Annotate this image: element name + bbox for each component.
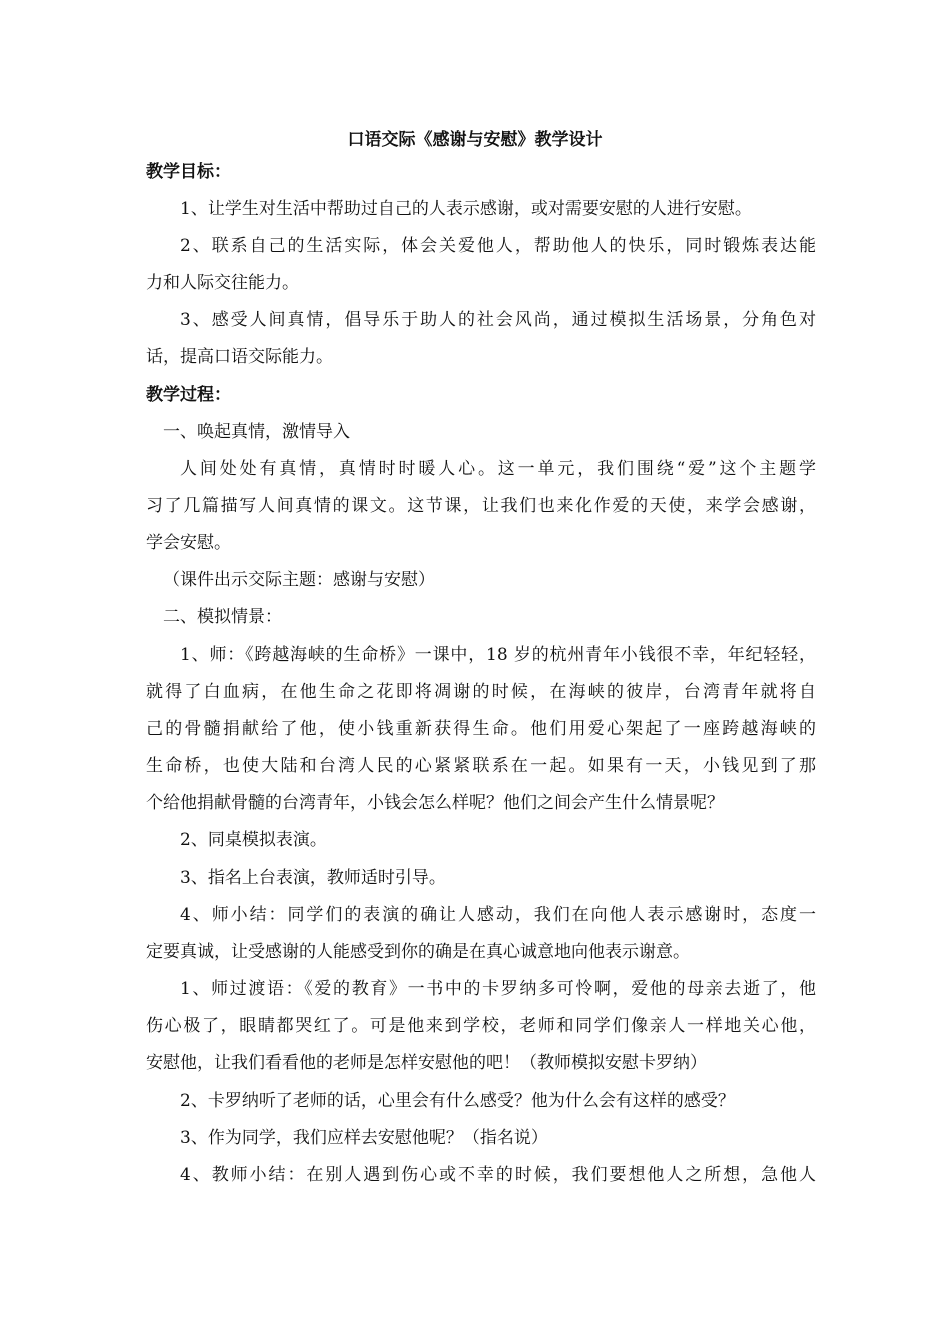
paragraph-1-line: 就得了白血病，在他生命之花即将凋谢的时候，在海峡的彼岸，台湾青年就将自 [146, 682, 816, 702]
comfort-3: 3、作为同学，我们应样去安慰他呢？（指名说） [180, 1128, 548, 1148]
document-title: 口语交际《感谢与安慰》教学设计 [347, 130, 603, 150]
comfort-1-line: 伤心极了，眼睛都哭红了。可是他来到学校，老师和同学们像亲人一样地关心他， [146, 1016, 816, 1036]
paragraph-1-line: 个给他捐献骨髓的台湾青年，小钱会怎么样呢？他们之间会产生什么情景呢？ [146, 793, 724, 813]
process-heading: 教学过程： [146, 385, 231, 405]
goals-heading: 教学目标： [146, 162, 231, 182]
paragraph-4-line: 定要真诚，让受感谢的人能感受到你的确是在真心诚意地向他表示谢意。 [146, 942, 690, 962]
intro-line: 学会安慰。 [146, 533, 231, 553]
paragraph-1-line: 己的骨髓捐献给了他，使小钱重新获得生命。他们用爱心架起了一座跨越海峡的 [146, 719, 816, 739]
goal-2-line: 力和人际交往能力。 [146, 273, 299, 293]
goal-3-line: 3、感受人间真情，倡导乐于助人的社会风尚，通过模拟生活场景，分角色对 [180, 310, 816, 330]
paragraph-1-line: 生命桥，也使大陆和台湾人民的心紧紧联系在一起。如果有一天，小钱见到了那 [146, 756, 816, 776]
paragraph-3: 3、指名上台表演，教师适时引导。 [180, 868, 446, 888]
section-2-heading: 二、模拟情景： [163, 607, 282, 627]
goal-2-line: 2、联系自己的生活实际，体会关爱他人，帮助他人的快乐，同时锻炼表达能 [180, 236, 816, 256]
paragraph-1-line: 1、师：《跨越海峡的生命桥》一课中，18 岁的杭州青年小钱很不幸，年纪轻轻， [180, 645, 816, 665]
paragraph-4-line: 4、师小结：同学们的表演的确让人感动，我们在向他人表示感谢时，态度一 [180, 905, 816, 925]
comfort-1-line: 1、师过渡语：《爱的教育》一书中的卡罗纳多可怜啊，爱他的母亲去逝了，他 [180, 979, 816, 999]
comfort-4-line: 4、教师小结：在别人遇到伤心或不幸的时候，我们要想他人之所想，急他人 [180, 1165, 816, 1185]
courseware-note: （课件出示交际主题：感谢与安慰） [163, 570, 435, 590]
paragraph-2: 2、同桌模拟表演。 [180, 830, 327, 850]
comfort-1-line: 安慰他，让我们看看他的老师是怎样安慰他的吧！（教师模拟安慰卡罗纳） [146, 1053, 707, 1073]
goal-1-line: 1、让学生对生活中帮助过自己的人表示感谢，或对需要安慰的人进行安慰。 [180, 199, 752, 219]
intro-line: 人间处处有真情，真情时时暖人心。这一单元，我们围绕“爱”这个主题学 [180, 459, 816, 479]
intro-line: 习了几篇描写人间真情的课文。这节课，让我们也来化作爱的天使，来学会感谢， [146, 496, 816, 516]
comfort-2: 2、卡罗纳听了老师的话，心里会有什么感受？他为什么会有这样的感受？ [180, 1091, 735, 1111]
goal-3-line: 话，提高口语交际能力。 [146, 347, 333, 367]
section-1-heading: 一、唤起真情，激情导入 [163, 422, 350, 442]
